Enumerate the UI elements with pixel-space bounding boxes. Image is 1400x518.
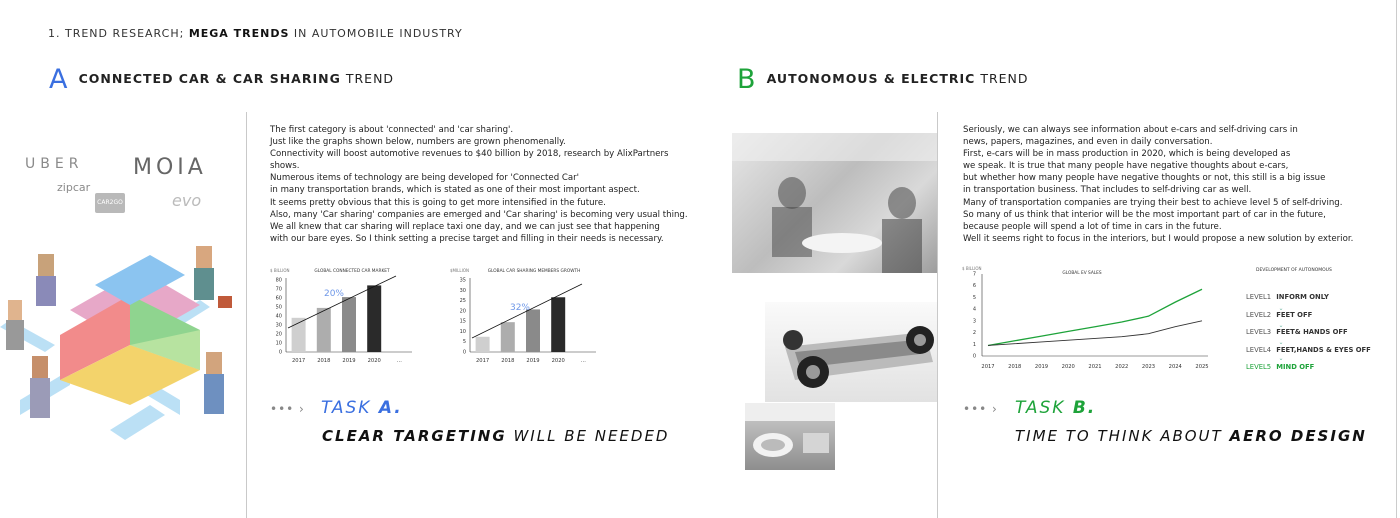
x-tick-label: 2022 (1115, 364, 1129, 370)
car-sharing-growth-chart (446, 264, 604, 372)
y-tick-label: 0 (278, 349, 282, 356)
y-tick-label: 0 (462, 349, 466, 356)
y-tick-label: 0 (972, 353, 976, 360)
chart2-unit: $MILLION (450, 268, 469, 273)
chart2-annotation: 32% (509, 303, 531, 313)
section-a-letter: A (49, 64, 68, 95)
x-tick-label: 2018 (501, 358, 515, 364)
y-tick-label: 5 (972, 294, 976, 301)
y-tick-label: 80 (275, 277, 282, 284)
level-arrows (1276, 292, 1286, 362)
page-edge (1396, 0, 1397, 518)
x-tick-label: 2025 (1195, 364, 1209, 370)
y-tick-label: 40 (275, 313, 282, 320)
bar (342, 297, 356, 352)
task-a-arrow-icon: ••• › (270, 402, 305, 416)
chart1-title: GLOBAL CONNECTED CAR MARKET (314, 269, 390, 274)
heading-prefix: 1. TREND RESEARCH; (48, 27, 185, 40)
section-b-body: Seriously, we can always see information about e-cars and self-driving cars in news, papers, magazines, and even in daily conversation. First, e-cars will be in mass production in 2020, which is being developed as we speak. It is true that many people have negative thoughts about e-cars, but whether how many people have negative thoughts or not, this still is a big issue in transportation business. That includes to self-driving car as well. Many of transportation companies are trying their best to achieve level 5 of self-driving. So many of us think that interior will be the most important part of car in the future, because people will spend a lot of time in cars in the future. Well it seems right to focus in the interiors, but I would propose a new solution by exterior. (963, 125, 1354, 244)
autonomy-levels (1246, 284, 1386, 372)
task-b-arrow-icon: ••• › (963, 402, 998, 416)
x-tick-label: 2018 (317, 358, 331, 364)
chart1-unit: $ BILLION (270, 268, 290, 273)
x-tick-label: 2017 (981, 364, 995, 370)
chart1-annotation: 20% (323, 289, 345, 299)
chevron-down-icon: ⌄ (1278, 355, 1284, 362)
task-a-label: TASK A. (321, 398, 403, 418)
x-tick-label: 2020 (367, 358, 381, 364)
y-tick-label: 35 (459, 277, 466, 284)
x-tick-label: ... (396, 358, 402, 364)
section-b-title (737, 64, 1029, 95)
x-tick-label: ... (580, 358, 586, 364)
y-tick-label: 60 (275, 295, 282, 302)
task-a-line-bold: CLEAR TARGETING (322, 427, 507, 445)
level-row: LEVEL3 FEET& HANDS OFF (1246, 328, 1348, 336)
bar (317, 308, 331, 352)
y-tick-label: 20 (275, 331, 282, 338)
chevron-down-icon: ⌄ (1278, 305, 1284, 312)
car2go-logo: CAR2GO (95, 193, 125, 213)
y-tick-label: 20 (459, 308, 466, 315)
heading-suffix: IN AUTOMOBILE INDUSTRY (293, 27, 463, 40)
levels-title: DEVELOPMENT OF AUTONOMOUS (1256, 268, 1332, 273)
section-b-title-rest: TREND (980, 71, 1029, 86)
chart2-title: GLOBAL CAR SHARING MEMBERS GROWTH (487, 269, 581, 274)
level-row: LEVEL4 FEET,HANDS & EYES OFF (1246, 345, 1371, 354)
y-tick-label: 1 (972, 341, 976, 348)
divider-b (937, 112, 938, 518)
x-tick-label: 2021 (1088, 364, 1102, 370)
y-tick-label: 25 (459, 298, 466, 305)
bar (551, 297, 565, 352)
bar (501, 322, 515, 352)
heading-bold: MEGA TRENDS (188, 27, 290, 40)
section-a-title (49, 64, 394, 95)
moia-logo: MOIA (133, 155, 207, 180)
bar (526, 309, 540, 352)
y-tick-label: 3 (972, 318, 976, 325)
x-tick-label: 2017 (475, 358, 490, 364)
y-tick-label: 10 (275, 340, 282, 347)
y-tick-label: 10 (459, 328, 466, 335)
chart3-title: GLOBAL EV SALES (1062, 271, 1102, 276)
x-tick-label: 2017 (291, 358, 306, 364)
chart3-unit: $ BILLION (962, 266, 982, 271)
task-b-line-rest: TIME TO THINK ABOUT (1015, 427, 1223, 445)
interior-photo (732, 133, 937, 273)
y-tick-label: 50 (275, 304, 282, 311)
task-b-line (1015, 427, 1367, 445)
chevron-down-icon: ⌄ (1278, 322, 1284, 329)
x-tick-label: 2019 (526, 358, 540, 364)
task-a-letter: A. (378, 398, 403, 418)
bar (476, 337, 490, 352)
y-tick-label: 30 (459, 287, 466, 294)
dashboard-photo (745, 403, 835, 470)
evo-logo: evo (172, 191, 202, 210)
divider-a (246, 112, 247, 518)
y-tick-label: 70 (275, 286, 282, 293)
x-tick-label: 2024 (1168, 364, 1182, 370)
x-tick-label: 2018 (1008, 364, 1022, 370)
connected-car-market-chart (262, 264, 420, 372)
task-b-letter: B. (1072, 398, 1097, 418)
y-tick-label: 6 (972, 283, 976, 290)
uber-logo: UBER (25, 156, 84, 172)
task-b-line-bold: AERO DESIGN (1229, 427, 1367, 445)
page-heading (48, 27, 463, 40)
section-a-title-bold: CONNECTED CAR & CAR SHARING (78, 71, 341, 86)
section-b-title-bold: AUTONOMOUS & ELECTRIC (766, 71, 976, 86)
series-line (988, 289, 1202, 345)
bar (367, 285, 381, 352)
y-tick-label: 4 (972, 306, 976, 313)
task-a-line-rest: WILL BE NEEDED (513, 427, 670, 445)
zipcar-logo: zipcar (57, 181, 91, 194)
ev-sales-chart (958, 264, 1218, 374)
car-sharing-illustration (0, 240, 246, 440)
y-tick-label: 30 (275, 322, 282, 329)
y-tick-label: 15 (459, 318, 466, 325)
section-a-body: The first category is about 'connected' and 'car sharing'. Just like the graphs shown below, numbers are grown phenomenally. Connectivity will boost automotive revenues to $40 billion by 2018, research by AlixPartners shows. Numerous items of technology are being developed for 'Connected Car' in many transportation brands, which is stated as one of their most important aspect. It seems pretty obvious that this is going to get more intensified in the future. Also, many 'Car sharing' companies are emerged and 'Car sharing' is becoming very usual thing. We all knew that car sharing will replace taxi one day, and we can just see that happening with our bare eyes. So I think setting a precise target and filling in their needs is necessary. (270, 125, 688, 244)
x-tick-label: 2019 (1034, 364, 1049, 370)
x-tick-label: 2019 (342, 358, 356, 364)
chassis-photo (765, 302, 937, 402)
level-row-highlight: LEVEL5 MIND OFF (1246, 363, 1315, 371)
x-tick-label: 2020 (1061, 364, 1075, 370)
level-row: LEVEL2 FEET OFF (1246, 310, 1313, 319)
x-tick-label: 2023 (1141, 364, 1156, 370)
task-a-line (322, 427, 669, 445)
level-row: LEVEL1 INFORM ONLY (1246, 293, 1329, 301)
section-b-letter: B (737, 64, 756, 95)
x-tick-label: 2020 (551, 358, 565, 364)
y-tick-label: 5 (462, 339, 466, 346)
section-a-title-rest: TREND (345, 71, 395, 86)
series-line (988, 321, 1202, 346)
task-b-label: TASK B. (1015, 398, 1097, 418)
y-tick-label: 7 (972, 271, 976, 278)
y-tick-label: 2 (972, 330, 976, 337)
chevron-down-icon: ⌄ (1278, 339, 1284, 346)
